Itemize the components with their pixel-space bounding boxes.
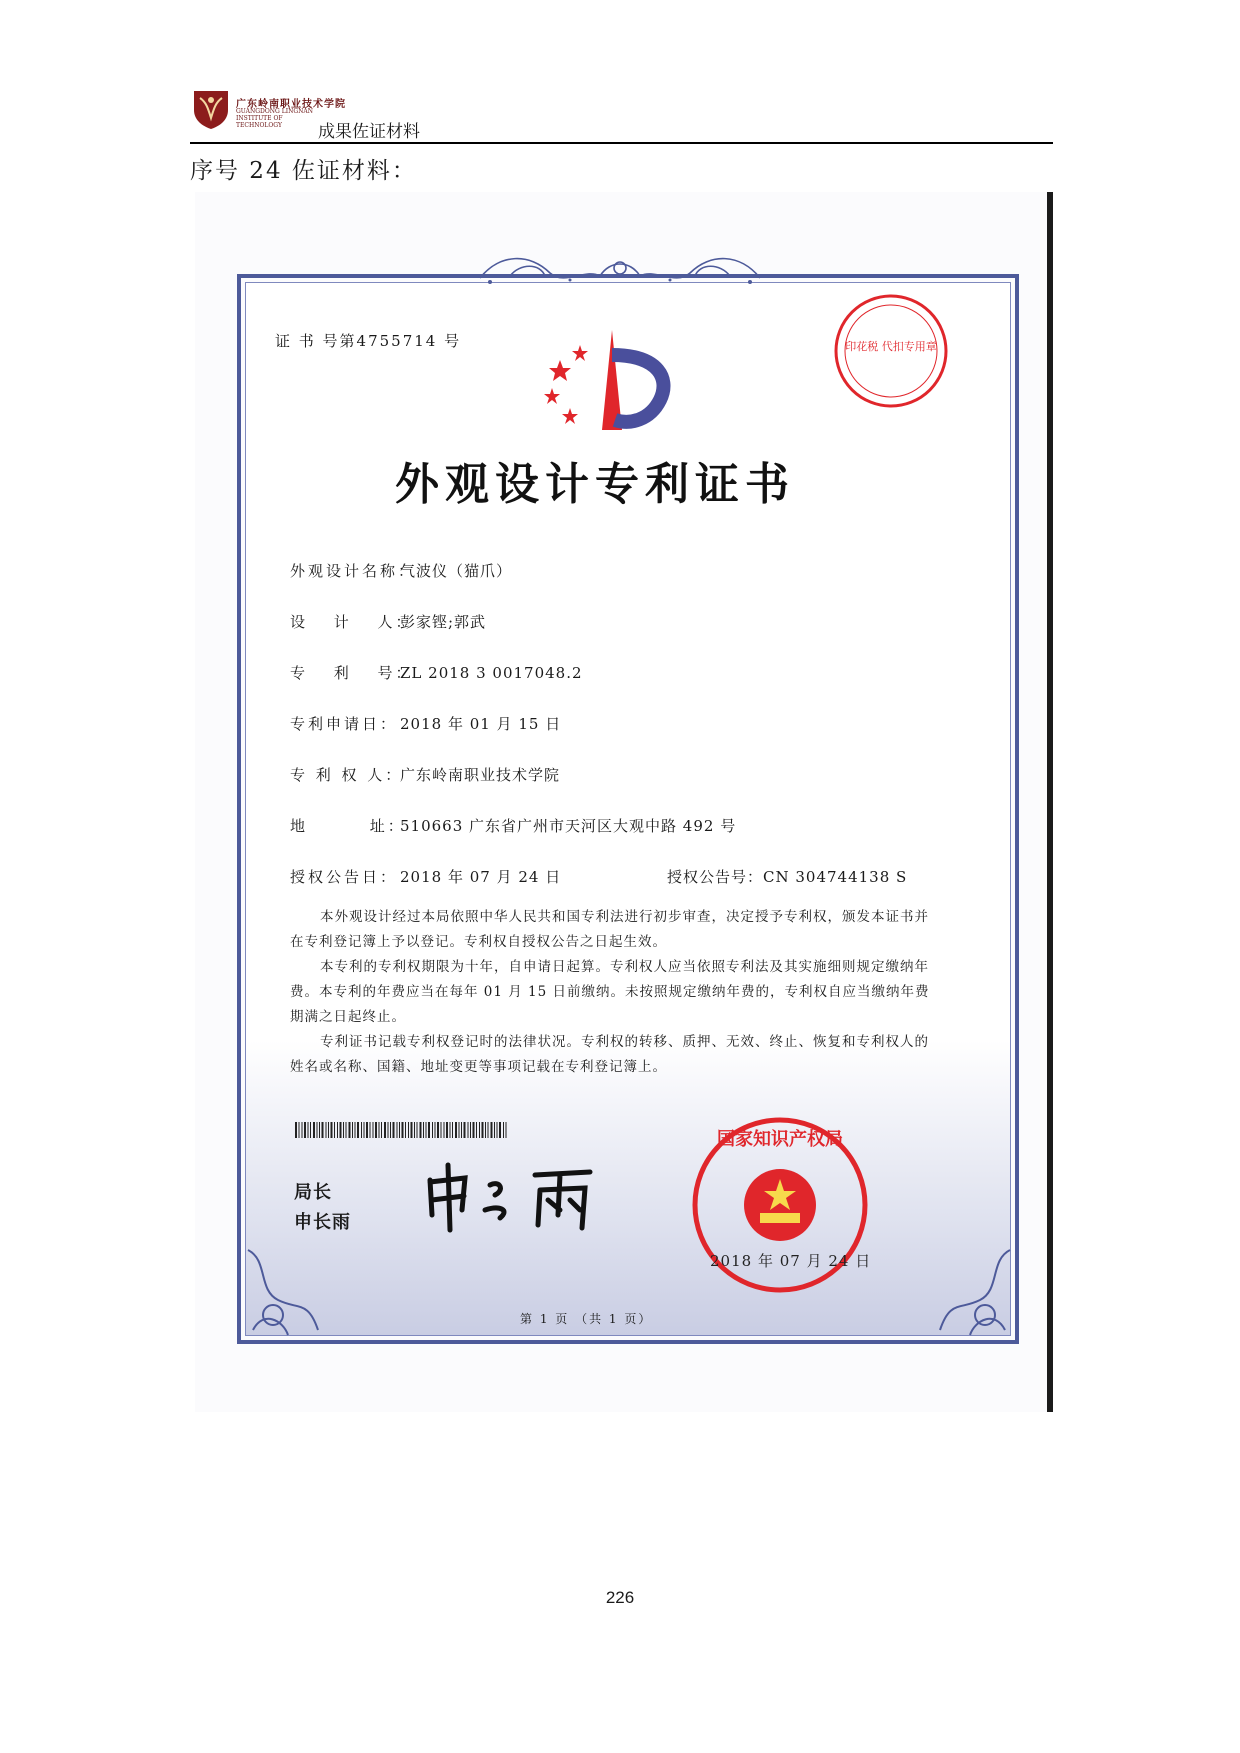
barcode-bar [408,1122,409,1138]
field-value: 广东岭南职业技术学院 [400,766,561,784]
barcode-bar [313,1122,315,1138]
field-label: 设 计 人： [290,613,414,631]
barcode-bar [331,1122,333,1138]
barcode-bar [402,1122,404,1138]
barcode-bar [405,1122,406,1138]
barcode-bar [352,1122,353,1138]
field-value: 气波仪（猫爪） [400,562,513,580]
barcode-bar [432,1122,433,1138]
barcode-bar [334,1122,335,1138]
barcode-bar [308,1122,309,1138]
field-patentee [290,764,560,785]
director-title: 局长 [294,1182,332,1203]
barcode-bar [450,1122,451,1138]
barcode-bar [444,1122,445,1138]
field-value: 彭家铿;郭武 [400,613,487,631]
director-name: 申长雨 [294,1212,351,1233]
barcode-bar [420,1122,422,1138]
barcode-bar [366,1122,368,1138]
barcode-bar [414,1122,415,1138]
field-label: 专利申请日： [290,715,399,733]
school-name-en: GUANGDONG LINGNAN INSTITUTE OF TECHNOLOGY [236,108,313,129]
barcode-bar [373,1122,374,1138]
barcode-bar [384,1122,386,1138]
certificate-inner-frame [245,282,1011,1336]
barcode-bar [397,1122,398,1138]
signature-icon [420,1160,620,1235]
barcode-bar [459,1122,460,1138]
field-value: 2018 年 01 月 15 日 [400,715,562,733]
paragraph-1: 本外观设计经过本局依照中华人民共和国专利法进行初步审查，决定授予专利权，颁发本证书并在专利登记簿上予以登记。专利权自授权公告之日起生效。 [290,909,929,950]
barcode-bar [379,1122,380,1138]
barcode-bar [319,1122,320,1138]
barcode-bar [390,1122,391,1138]
barcode-bar [375,1122,377,1138]
field-label: 地 址： [290,817,406,835]
barcode-bar [446,1122,448,1138]
barcode-bar [399,1122,400,1138]
corner-ornament-left-icon [238,1240,328,1340]
barcode-bar [295,1122,297,1138]
field-value: 2018 年 07 月 24 日 [400,868,562,886]
barcode-bar [503,1122,504,1138]
barcode-bar [479,1122,480,1138]
scan-edge [1047,192,1053,1412]
certificate-number: 证 书 号第4755714 号 [275,332,462,350]
page-number: 226 [605,1588,635,1607]
field-label: 专 利 权 人： [290,766,404,784]
field-label: 授权公告日： [290,868,399,886]
field-value: ZL 2018 3 0017048.2 [400,664,583,682]
header-divider [190,142,1053,144]
corner-ornament-right-icon [930,1240,1020,1340]
field-label: 专 利 号： [290,664,414,682]
barcode-bar [506,1122,507,1138]
field-address [290,815,736,836]
page-of-text: 第 1 页 （共 1 页） [520,1312,653,1326]
barcode-bar [476,1122,477,1138]
barcode-bar [337,1122,338,1138]
field-announcement-date [290,866,561,887]
field-designer [290,611,486,632]
doc-title: 成果佐证材料 [318,122,420,142]
barcode-bar [310,1122,311,1138]
barcode-bar [326,1122,327,1138]
barcode-bar [455,1122,457,1138]
barcode-bar [435,1122,436,1138]
barcode-bar [346,1122,347,1138]
barcode-bar [388,1122,389,1138]
school-name: 广东岭南职业技术学院 [236,99,346,110]
school-logo-icon [190,88,232,130]
barcode-bar [426,1122,427,1138]
barcode-bar [355,1122,356,1138]
field-label: 外观设计名称： [290,562,417,580]
barcode-bar [494,1122,495,1138]
barcode-bar [485,1122,486,1138]
barcode-bar [381,1122,382,1138]
seal-date: 2018 年 07 月 24 日 [710,1252,872,1270]
barcode-bar [428,1122,430,1138]
barcode-bar [423,1122,424,1138]
paragraph-2: 本专利的专利权期限为十年，自申请日起算。专利权人应当依照专利法及其实施细则规定缴纳年费。本专利的年费应当在每年 01 月 15 日前缴纳。未按照规定缴纳年费的，专利权自应当缴纳年费期满之日起终止。 [290,959,930,1025]
barcode-bar [302,1122,303,1138]
barcode-bar [393,1122,395,1138]
barcode-bar [470,1122,471,1138]
barcode-bar [370,1122,371,1138]
certificate-title: 外观设计专利证书 [395,459,795,510]
seal-text: 国家知识产权局 [717,1129,843,1150]
field-application-date [290,713,561,734]
sequence-label: 序号 24 佐证材料： [190,158,417,184]
barcode-icon [295,1122,510,1138]
barcode-bar [464,1122,466,1138]
barcode-bar [340,1122,342,1138]
barcode-bar [299,1122,300,1138]
barcode-bar [482,1122,484,1138]
barcode-bar [364,1122,365,1138]
barcode-bar [468,1122,469,1138]
tax-stamp-icon [832,292,950,410]
barcode-bar [317,1122,318,1138]
field-patent-number [290,662,583,683]
announcement-number: 授权公告号：CN 304744138 S [667,868,908,886]
barcode-bar [328,1122,329,1138]
barcode-bar [343,1122,344,1138]
barcode-bar [357,1122,359,1138]
barcode-bar [441,1122,442,1138]
patent-office-logo-icon [540,330,680,440]
paragraph-3: 专利证书记载专利权登记时的法律状况。专利权的转移、质押、无效、终止、恢复和专利权人的姓名或名称、国籍、地址变更等事项记载在专利登记簿上。 [290,1034,929,1075]
barcode-bar [452,1122,453,1138]
field-value: 510663 广东省广州市天河区大观中路 492 号 [400,817,737,835]
barcode-bar [491,1122,493,1138]
barcode-bar [322,1122,324,1138]
barcode-bar [349,1122,351,1138]
tax-stamp-text: 印花税 代扣专用章 [845,340,937,353]
top-ornament-icon [470,248,770,288]
barcode-bar [304,1122,306,1138]
barcode-bar [497,1122,498,1138]
barcode-bar [499,1122,501,1138]
barcode-bar [417,1122,418,1138]
barcode-bar [461,1122,462,1138]
field-design-name [290,560,512,581]
barcode-bar [488,1122,489,1138]
barcode-bar [361,1122,362,1138]
barcode-bar [411,1122,413,1138]
barcode-bar [437,1122,439,1138]
barcode-bar [473,1122,475,1138]
